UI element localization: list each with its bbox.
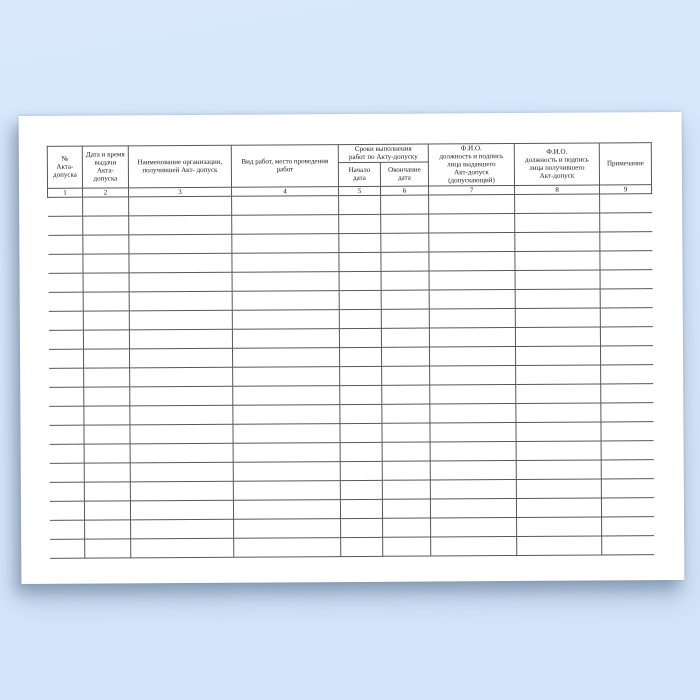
table-cell — [48, 349, 83, 368]
table-cell — [49, 406, 84, 425]
table-cell — [83, 310, 129, 329]
table-cell — [83, 196, 129, 215]
table-cell — [515, 194, 600, 214]
table-cell — [83, 272, 129, 291]
table-cell — [600, 307, 652, 326]
table-cell — [381, 271, 429, 290]
table-cell — [382, 366, 430, 385]
table-cell — [515, 251, 600, 271]
table-cell — [515, 289, 600, 309]
table-cell — [232, 309, 339, 329]
table-cell — [84, 500, 130, 519]
table-cell — [130, 386, 233, 406]
table-cell — [429, 251, 515, 271]
column-header-terms-group: Сроки выполнения работ по Акту-допуску — [338, 144, 428, 162]
table-cell — [129, 291, 232, 311]
table-cell — [84, 443, 130, 462]
table-cell — [83, 234, 129, 253]
table-cell — [430, 384, 516, 404]
table-cell — [601, 440, 653, 459]
table-cell — [429, 213, 515, 233]
table-cell — [600, 193, 652, 212]
table-cell — [233, 499, 340, 519]
column-number: 3 — [129, 187, 232, 197]
table-cell — [601, 421, 653, 440]
table-cell — [382, 385, 430, 404]
table-cell — [84, 481, 130, 500]
table-cell — [383, 518, 431, 537]
table-cell — [429, 327, 515, 347]
table-cell — [381, 252, 429, 271]
table-cell — [381, 347, 429, 366]
table-cell — [602, 516, 654, 535]
table-cell — [233, 404, 340, 424]
table-cell — [49, 501, 84, 520]
table-cell — [83, 291, 129, 310]
table-cell — [232, 214, 339, 234]
table-cell — [130, 424, 233, 444]
table-cell — [339, 271, 381, 290]
table-cell — [233, 366, 340, 386]
table-cell — [339, 214, 381, 233]
table-cell — [431, 536, 517, 556]
table-cell — [129, 272, 232, 292]
table-cell — [48, 197, 83, 216]
column-header-note: Примечание — [599, 143, 651, 185]
acts-register-table — [47, 142, 655, 558]
table-cell — [129, 348, 232, 368]
table-cell — [382, 423, 430, 442]
table-cell — [84, 462, 130, 481]
table-cell — [601, 459, 653, 478]
table-cell — [601, 383, 653, 402]
table-cell — [129, 196, 232, 216]
table-cell — [515, 213, 600, 233]
table-cell — [340, 366, 382, 385]
column-header-start-date: Начало дата — [338, 162, 380, 186]
table-cell — [429, 232, 515, 252]
column-number: 6 — [381, 186, 429, 195]
table-cell — [515, 308, 600, 328]
table-cell — [601, 497, 653, 516]
column-number: 5 — [339, 186, 381, 195]
table-cell — [339, 309, 381, 328]
column-header-work-type-location: Вид работ, место проведения работ — [231, 145, 338, 187]
table-cell — [130, 405, 233, 425]
table-cell — [430, 422, 516, 442]
table-cell — [49, 444, 84, 463]
table-cell — [129, 234, 232, 254]
table-cell — [232, 328, 339, 348]
table-cell — [49, 368, 84, 387]
table-cell — [83, 253, 129, 272]
table-cell — [517, 517, 602, 537]
table-row — [50, 535, 654, 558]
table-cell — [339, 328, 381, 347]
table-cell — [516, 384, 601, 404]
table-cell — [515, 270, 600, 290]
table-cell — [130, 462, 233, 482]
column-header-issuer: Ф.И.О. должность и подпись лица выдавшего Акт-допуск (допускающий) — [428, 144, 514, 186]
table-cell — [601, 402, 653, 421]
table-cell — [515, 232, 600, 252]
table-cell — [600, 250, 652, 269]
table-cell — [48, 254, 83, 273]
table-cell — [381, 309, 429, 328]
table-cell — [232, 290, 339, 310]
table-cell — [48, 273, 83, 292]
table-cell — [131, 519, 234, 539]
table-cell — [130, 443, 233, 463]
table-cell — [48, 330, 83, 349]
table-cell — [516, 441, 601, 461]
table-cell — [130, 481, 233, 501]
table-cell — [129, 329, 232, 349]
table-cell — [83, 329, 129, 348]
column-number: 1 — [48, 188, 83, 197]
column-header-act-number: № Акта- допуска — [47, 146, 82, 188]
table-cell — [430, 498, 516, 518]
table-cell — [232, 347, 339, 367]
table-cell — [232, 271, 339, 291]
table-cell — [430, 460, 516, 480]
table-cell — [130, 500, 233, 520]
table-cell — [340, 404, 382, 423]
table-cell — [232, 252, 339, 272]
table-cell — [382, 404, 430, 423]
table-cell — [382, 442, 430, 461]
table-cell — [48, 311, 83, 330]
table-cell — [131, 538, 234, 558]
table-cell — [517, 536, 602, 556]
table-cell — [602, 535, 654, 554]
table-cell — [429, 308, 515, 328]
table-cell — [600, 288, 652, 307]
column-header-organization: Наименование организации, получившей Акт- допуск — [128, 145, 231, 187]
table-cell — [430, 441, 516, 461]
table-cell — [429, 270, 515, 290]
table-cell — [234, 518, 341, 538]
column-header-end-date: Окончание дата — [380, 162, 428, 186]
table-cell — [601, 478, 653, 497]
table-cell — [601, 345, 653, 364]
column-number: 8 — [515, 185, 600, 195]
table-cell — [232, 233, 339, 253]
table-cell — [381, 195, 429, 214]
table-cell — [48, 216, 83, 235]
table-cell — [339, 233, 381, 252]
table-cell — [340, 442, 382, 461]
column-header-receiver: Ф.И.О. должность и подпись лица получившего Акт-допуск — [514, 143, 599, 185]
table-cell — [233, 423, 340, 443]
table-cell — [340, 423, 382, 442]
table-cell — [382, 461, 430, 480]
table-cell — [233, 442, 340, 462]
column-number: 4 — [232, 186, 339, 196]
table-cell — [340, 461, 382, 480]
table-cell — [49, 482, 84, 501]
table-cell — [516, 498, 601, 518]
table-cell — [381, 233, 429, 252]
table-cell — [431, 517, 517, 537]
table-cell — [233, 480, 340, 500]
table-cell — [516, 460, 601, 480]
table-cell — [381, 214, 429, 233]
column-number: 9 — [600, 184, 652, 193]
table-cell — [430, 403, 516, 423]
table-cell — [601, 364, 653, 383]
table-cell — [129, 310, 232, 330]
table-cell — [49, 463, 84, 482]
table-cell — [383, 537, 431, 556]
column-header-issue-datetime: Дата и время выдачи Акта- допуска — [82, 146, 128, 188]
table-cell — [430, 346, 516, 366]
table-cell — [516, 422, 601, 442]
table-cell — [516, 403, 601, 423]
table-cell — [381, 328, 429, 347]
column-number: 2 — [83, 187, 129, 196]
table-cell — [130, 367, 233, 387]
table-cell — [382, 499, 430, 518]
table-cell — [50, 539, 85, 558]
table-cell — [50, 520, 85, 539]
table-cell — [430, 479, 516, 499]
table-cell — [49, 387, 84, 406]
column-number: 7 — [429, 185, 515, 195]
table-cell — [83, 215, 129, 234]
table-cell — [48, 292, 83, 311]
table-cell — [429, 194, 515, 214]
table-cell — [600, 212, 652, 231]
table-cell — [339, 195, 381, 214]
table-cell — [429, 289, 515, 309]
table-cell — [233, 461, 340, 481]
table-cell — [600, 269, 652, 288]
table-cell — [341, 518, 383, 537]
table-cell — [339, 252, 381, 271]
table-cell — [84, 405, 130, 424]
paper-sheet — [19, 112, 685, 584]
table-cell — [430, 365, 516, 385]
table-cell — [600, 231, 652, 250]
table-cell — [48, 235, 83, 254]
table-cell — [600, 326, 652, 345]
table-cell — [340, 499, 382, 518]
table-cell — [382, 480, 430, 499]
table-cell — [516, 346, 601, 366]
table-cell — [234, 537, 341, 557]
table-cell — [515, 327, 600, 347]
table-cell — [84, 424, 130, 443]
table-cell — [83, 348, 129, 367]
table-cell — [233, 385, 340, 405]
table-cell — [381, 290, 429, 309]
table-cell — [232, 195, 339, 215]
table-cell — [340, 385, 382, 404]
table-cell — [49, 425, 84, 444]
table-cell — [339, 290, 381, 309]
table-cell — [339, 347, 381, 366]
table-cell — [84, 367, 130, 386]
table-cell — [129, 215, 232, 235]
table-cell — [516, 479, 601, 499]
table-cell — [85, 519, 131, 538]
table-cell — [340, 480, 382, 499]
table-cell — [129, 253, 232, 273]
table-cell — [516, 365, 601, 385]
table-cell — [84, 386, 130, 405]
table-cell — [85, 538, 131, 557]
table-cell — [341, 537, 383, 556]
table-body — [48, 193, 654, 558]
